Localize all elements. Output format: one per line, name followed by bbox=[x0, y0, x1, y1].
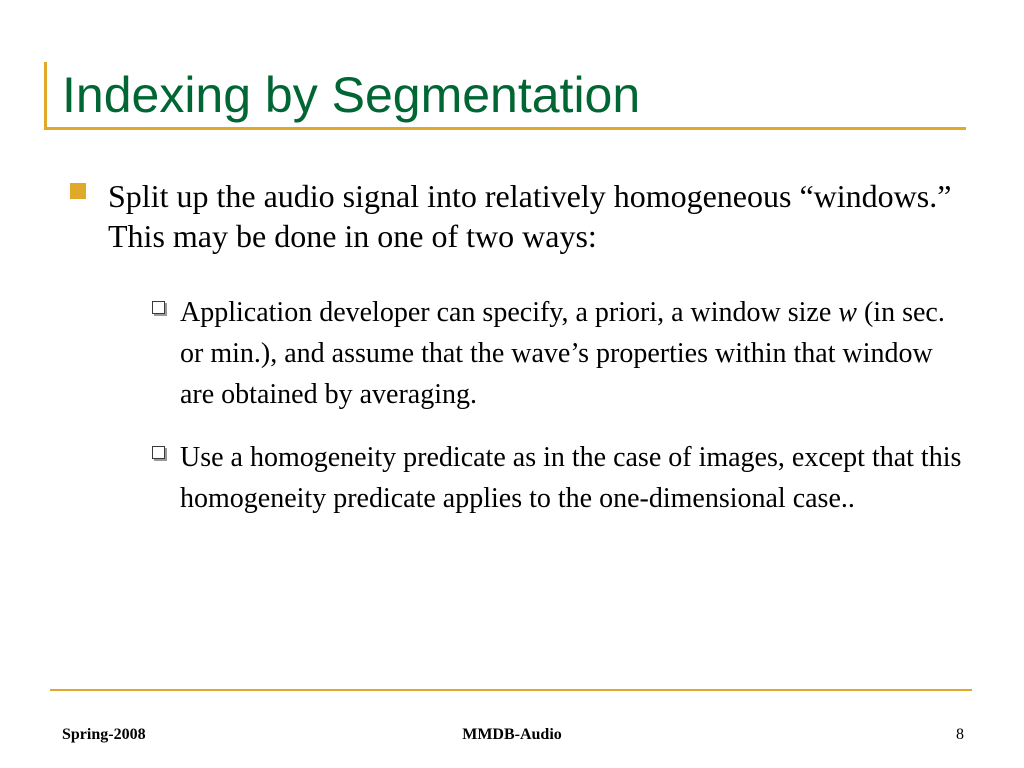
footer-page-number: 8 bbox=[956, 726, 964, 743]
hollow-square-bullet-icon bbox=[152, 446, 165, 459]
footer-course-title: MMDB-Audio bbox=[462, 726, 562, 743]
hollow-square-bullet-icon bbox=[152, 301, 165, 314]
filled-square-bullet-icon bbox=[70, 183, 86, 199]
subbullet-text: Use a homogeneity predicate as in the case of images, except that this homogeneity predicate applies to the one-dimensional case.. bbox=[180, 442, 962, 514]
footer-date: Spring-2008 bbox=[62, 726, 146, 743]
subbullet-text-after: (in sec. or min.), and assume that the wave’s properties within that window are obtained by averaging. bbox=[180, 297, 945, 410]
bullet-level1-text: Split up the audio signal into relatively homogeneous “windows.” This may be done in one of two ways: bbox=[108, 178, 952, 254]
subbullet-text-emphasis: w bbox=[838, 297, 857, 328]
slide-title: Indexing by Segmentation bbox=[62, 67, 641, 123]
footer-divider bbox=[50, 689, 972, 691]
subbullet-text bbox=[180, 292, 970, 415]
title-accent-vertical-line bbox=[44, 62, 47, 130]
subbullet-text-before: Application developer can specify, a priori, a window size bbox=[180, 297, 839, 328]
